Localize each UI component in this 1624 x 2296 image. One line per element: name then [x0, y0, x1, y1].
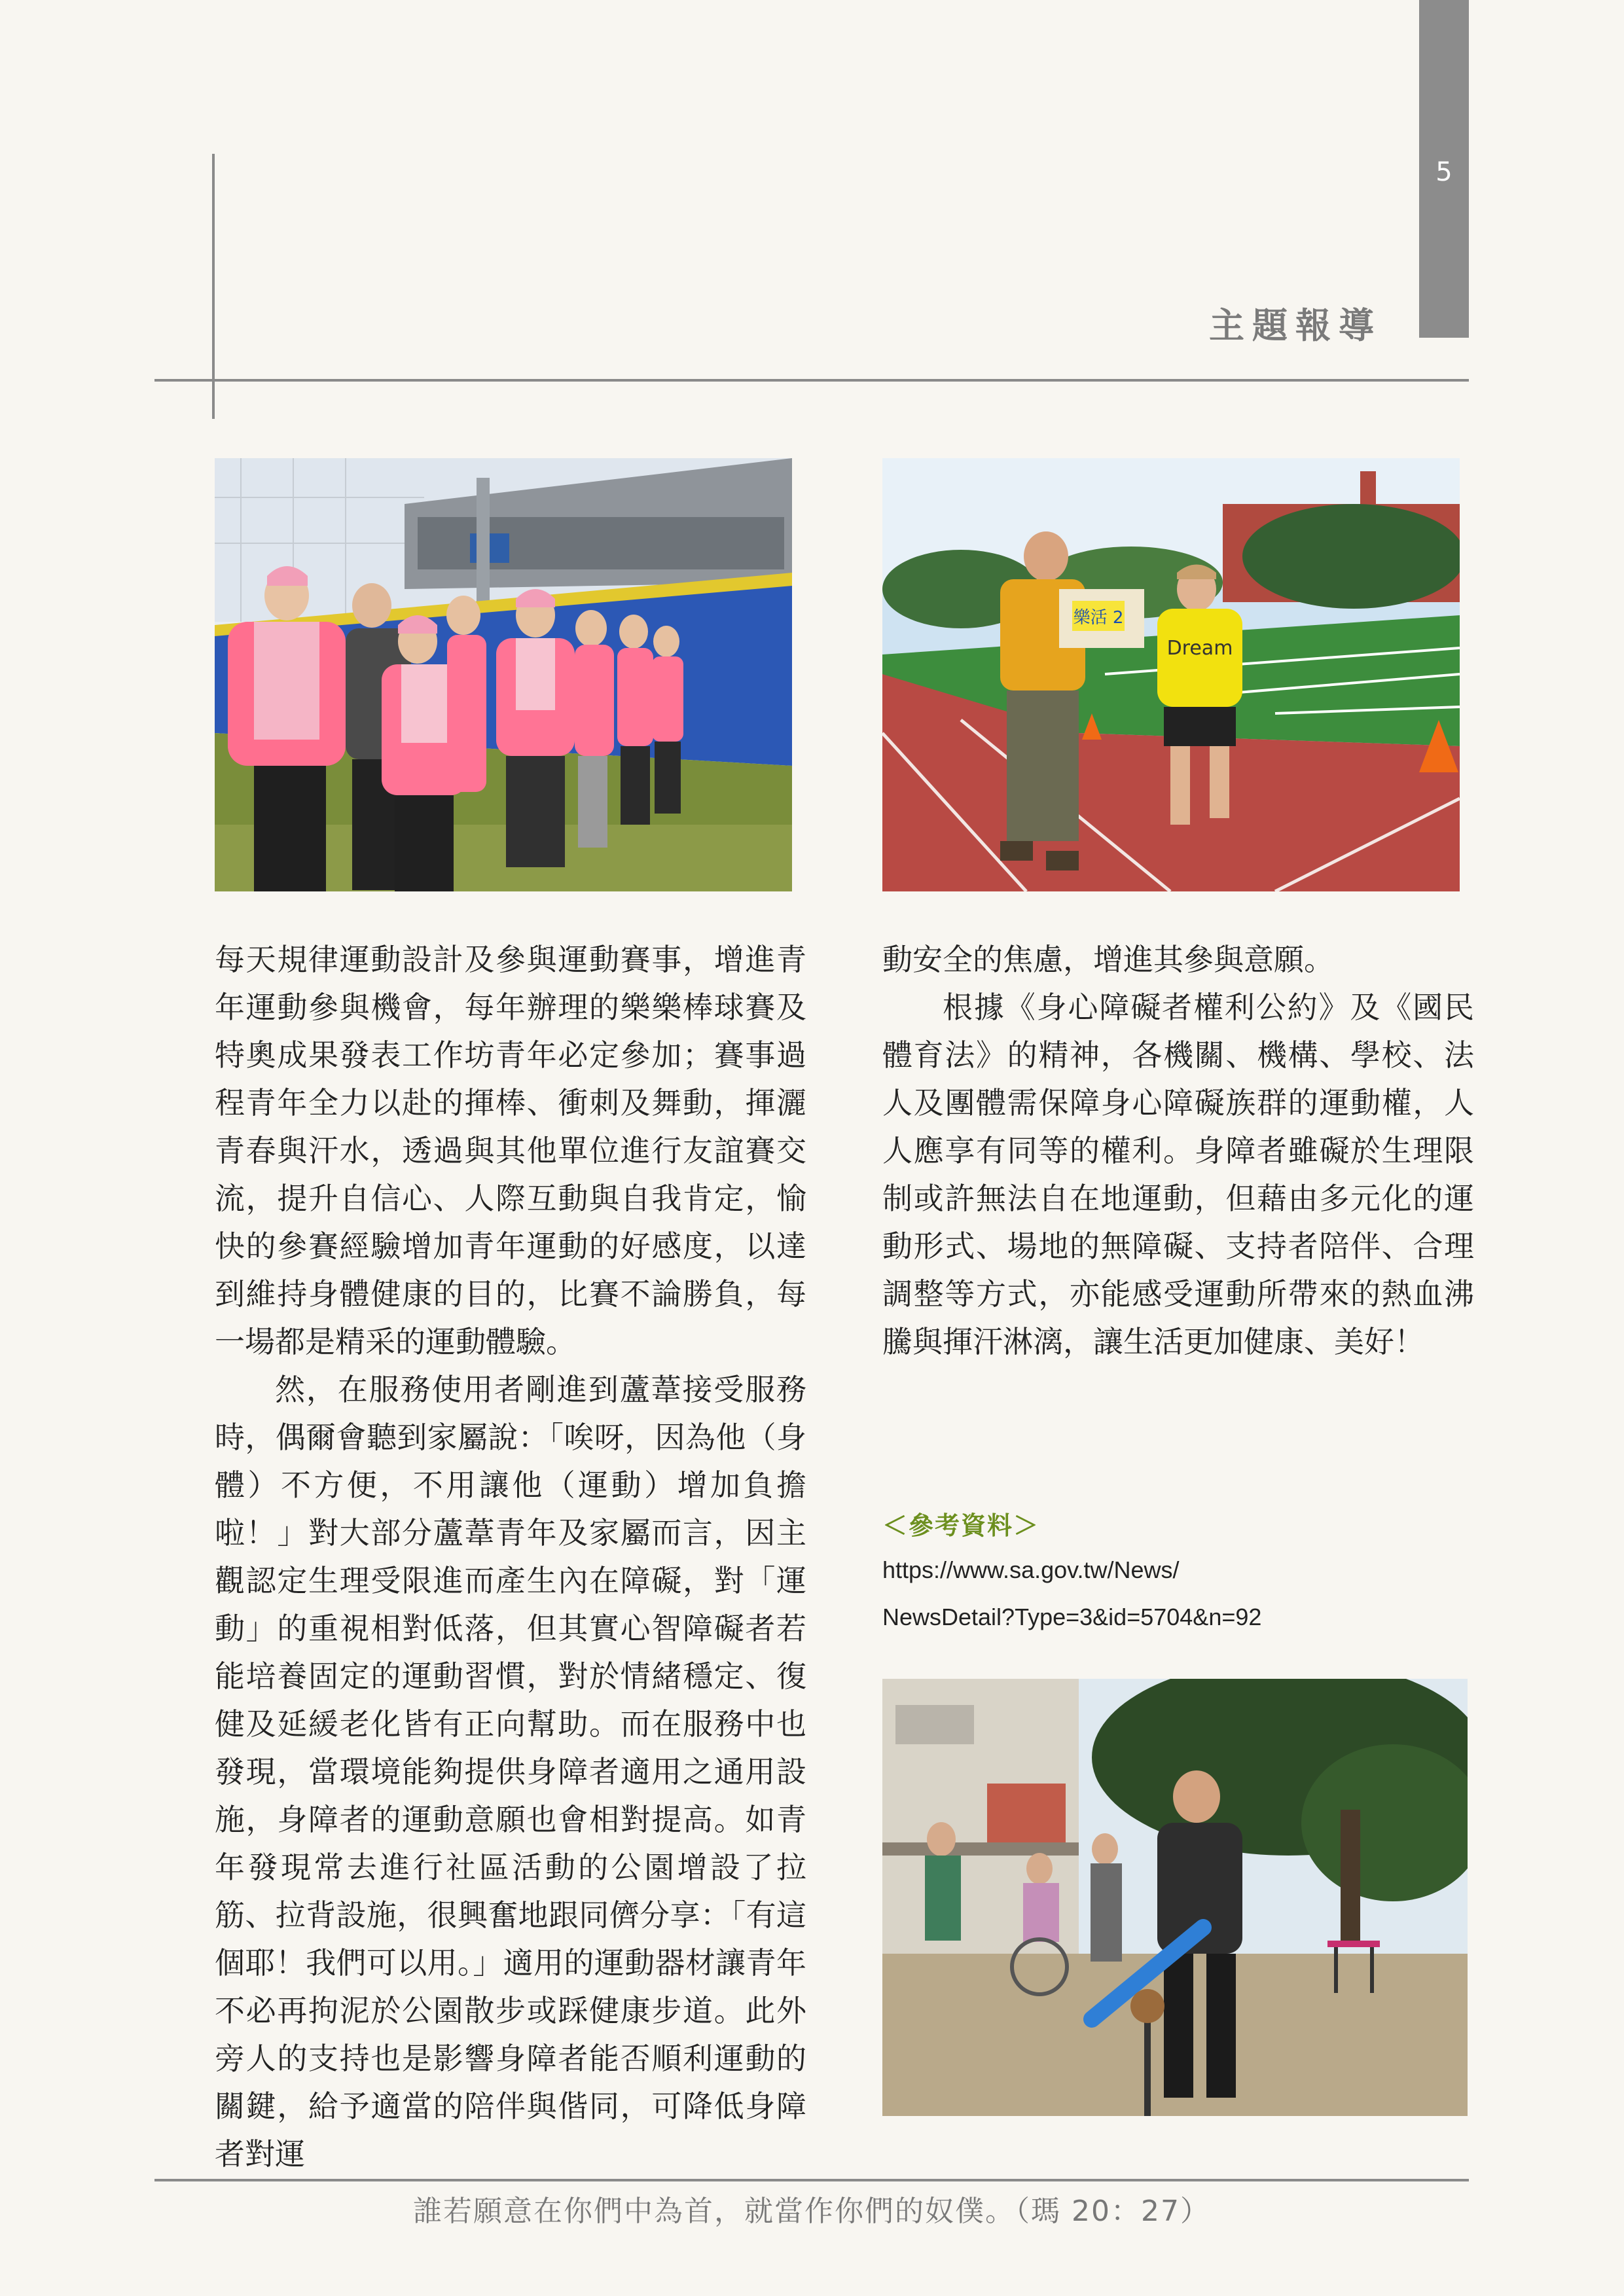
left-paragraph-1: 每天規律運動設計及參與運動賽事，增進青年運動參與機會，每年辦理的樂樂棒球賽及特奧成果發表工作坊青年必定參加；賽事過程青年全力以赴的揮棒、衝刺及舞動，揮灑青春與汗水，透過與其他單位進行友誼賽交流，提升自信心、人際互動與自我肯定，愉快的參賽經驗增加青年運動的好感度，以達到維持身體健康的目的，比賽不論勝負，每一場都是精采的運動體驗。 [215, 942, 806, 1359]
right-column [882, 936, 1474, 1366]
right-paragraph-1: 動安全的焦慮，增進其參與意願。 [882, 942, 1334, 977]
header-horizontal-rule [154, 379, 1469, 382]
reference-url-line-2[interactable]: NewsDetail?Type=3&id=5704&n=92 [882, 1604, 1262, 1630]
right-paragraph-2: 根據《身心障礙者權利公約》及《國民體育法》的精神，各機關、機構、學校、法人及團體需保障身心障礙族群的運動權，人人應享有同等的權利。身障者雖礙於生理限制或許無法自在地運動，但藉由多元化的運動形式、場地的無障礙、支持者陪伴、合理調整等方式，亦能感受運動所帶來的熱血沸騰與揮汗淋漓，讓生活更加健康、美好！ [882, 990, 1474, 1359]
references-heading: ＜參考資料＞ [882, 1511, 1040, 1540]
tee-ball-park-photo [882, 1679, 1468, 2116]
section-title: 主題報導 [1209, 305, 1382, 346]
page-number: 5 [1435, 157, 1453, 187]
shirt-label: Dream [1166, 637, 1233, 660]
left-column [215, 936, 806, 2178]
box-label: 樂活 2 [1073, 608, 1124, 628]
reference-url-line-1[interactable]: https://www.sa.gov.tw/News/ [882, 1556, 1180, 1583]
relay-race-track-photo [882, 458, 1460, 891]
footer-verse: 誰若願意在你們中為首，就當作你們的奴僕。（瑪 20：27） [413, 2195, 1210, 2228]
left-paragraph-2: 然，在服務使用者剛進到蘆葦接受服務時，偶爾會聽到家屬說：「唉呀，因為他（身體）不方便，不用讓他（運動）增加負擔啦！」對大部分蘆葦青年及家屬而言，因主觀認定生理受限進而產生內在障礙，對「運動」的重視相對低落，但其實心智障礙者若能培養固定的運動習慣，對於情緒穩定、復健及延緩老化皆有正向幫助。而在服務中也發現，當環境能夠提供身障者適用之通用設施，身障者的運動意願也會相對提高。如青年發現常去進行社區活動的公園增設了拉筋、拉背設施，很興奮地跟同儕分享：「有這個耶！我們可以用。」適用的運動器材讓青年不必再拘泥於公園散步或踩健康步道。此外旁人的支持也是影響身障者能否順利運動的關鍵，給予適當的陪伴與偕同，可降低身障者對運 [215, 1372, 806, 2172]
group-photo-baseball-field [215, 458, 792, 891]
footer-rule [154, 2179, 1469, 2181]
